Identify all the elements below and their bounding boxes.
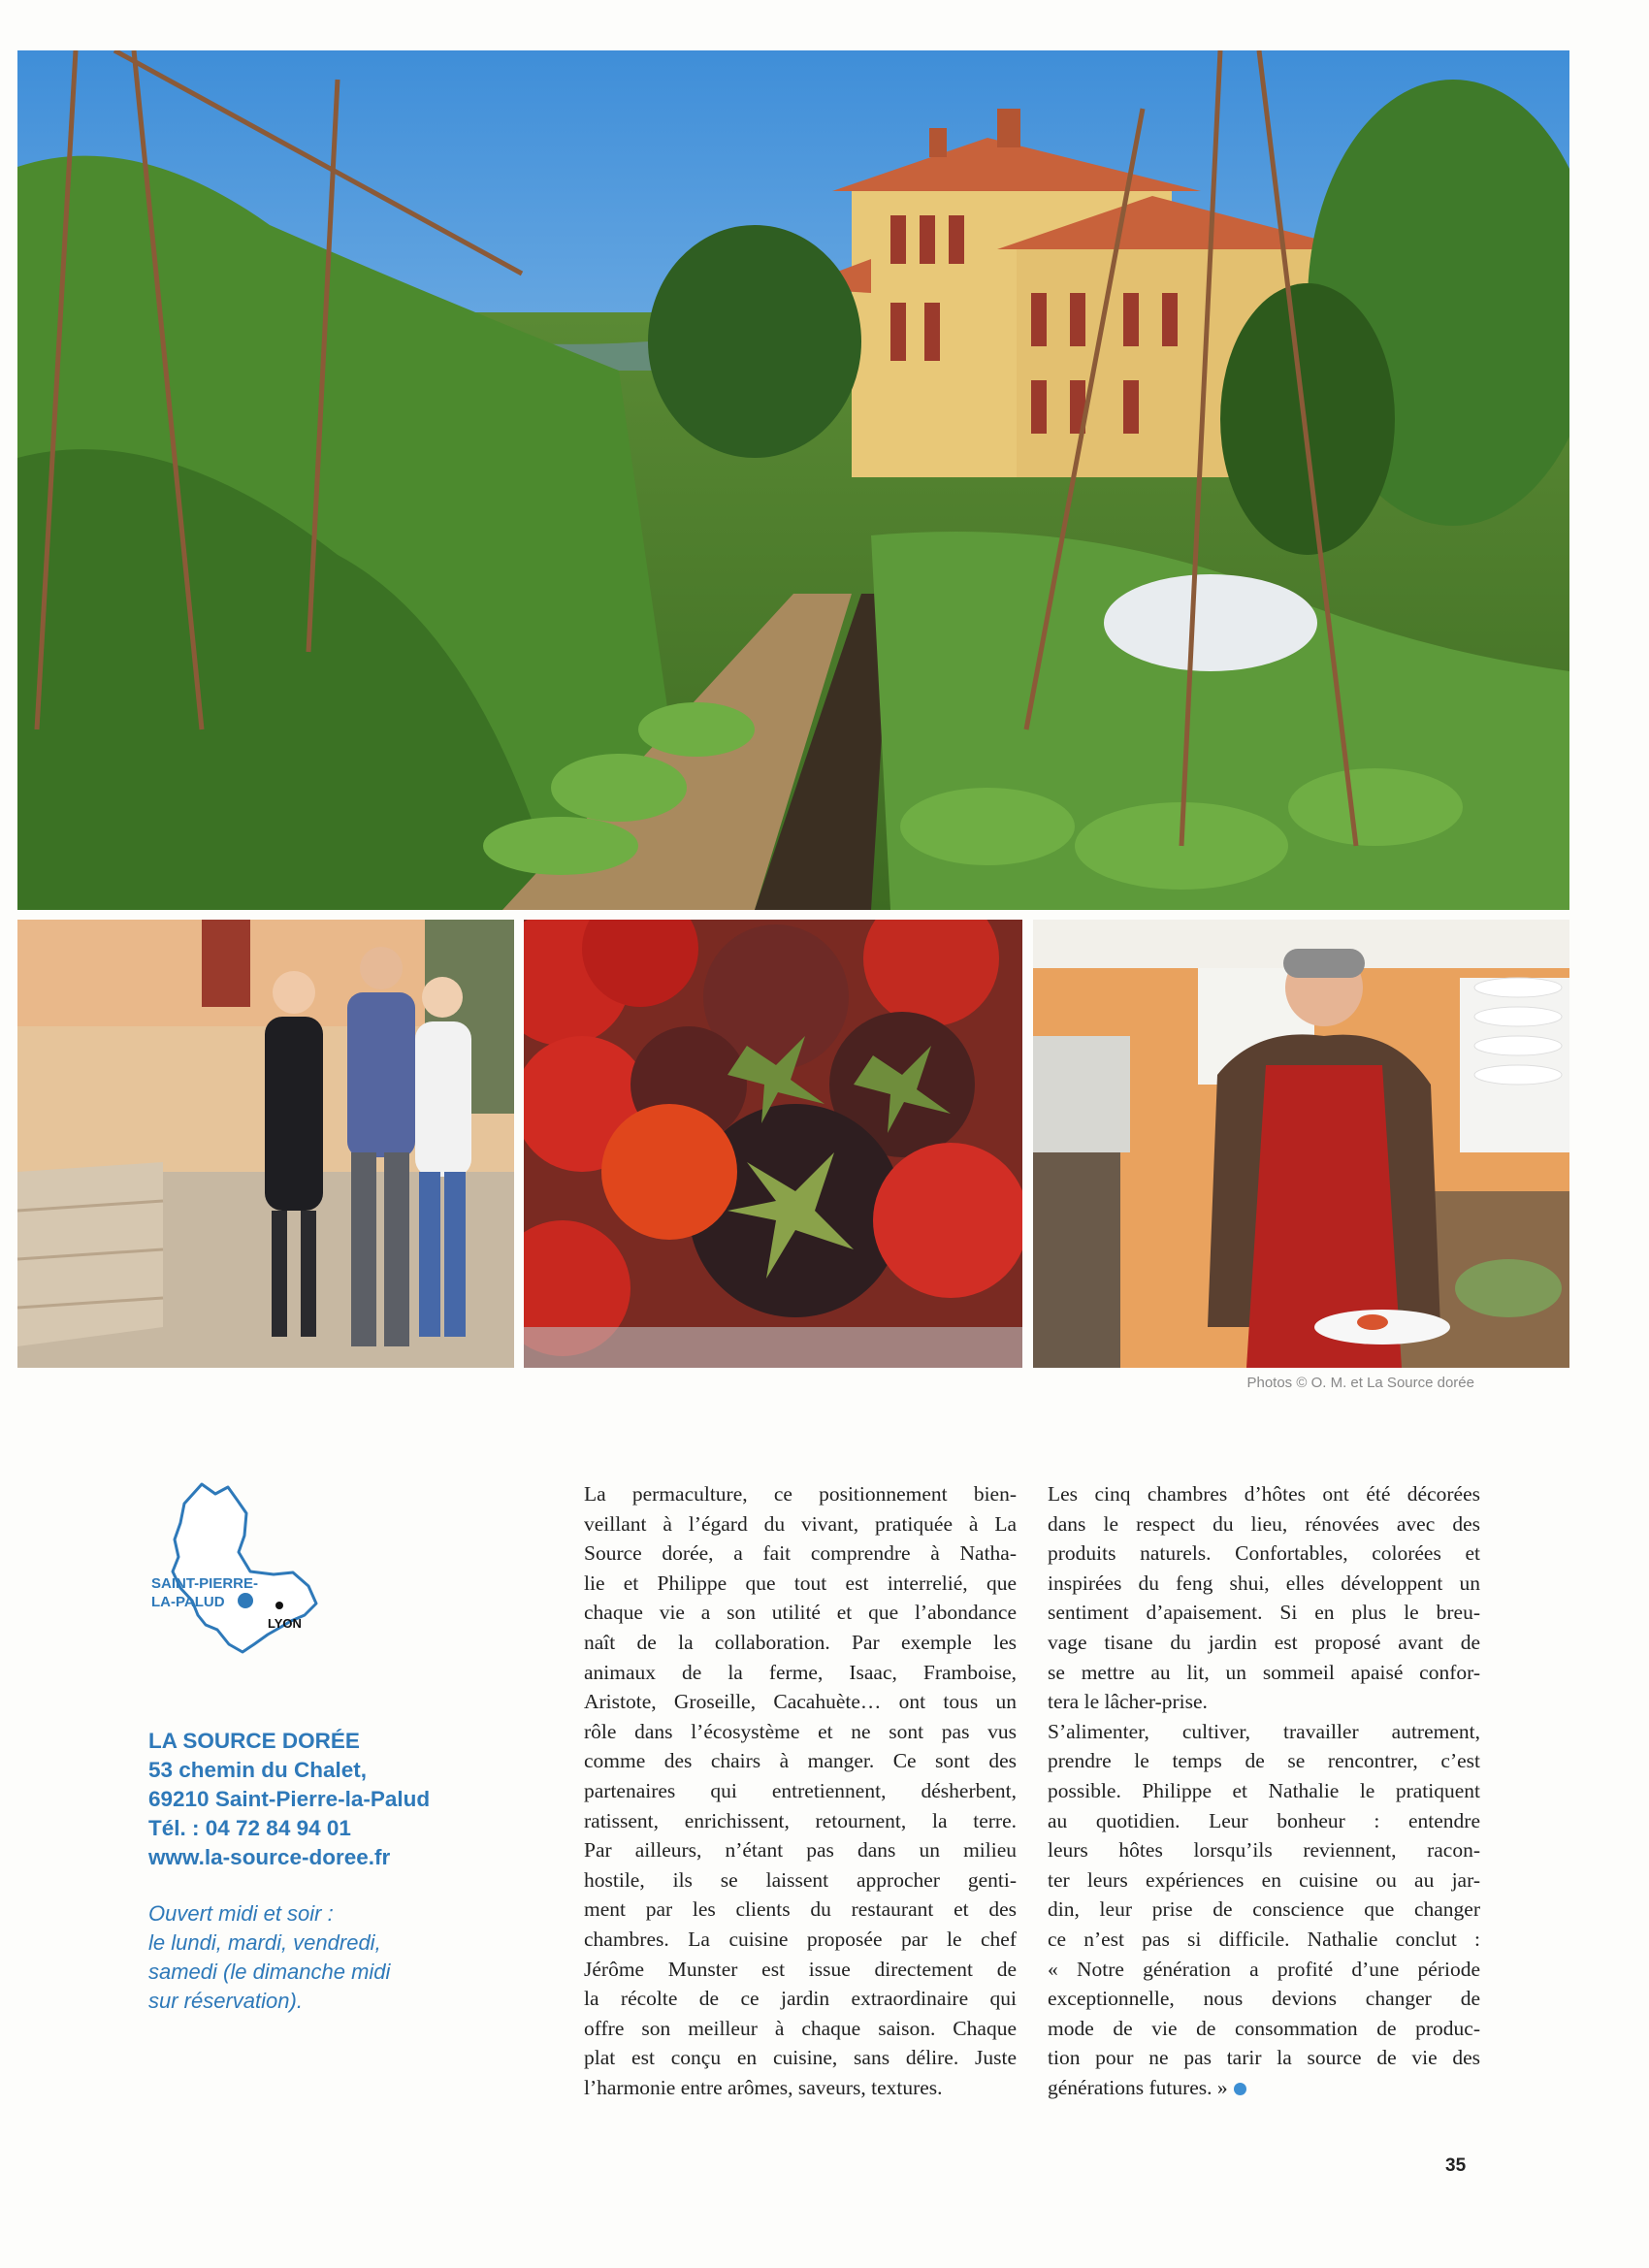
- photo-credit: Photos © O. M. et La Source dorée: [1246, 1375, 1474, 1391]
- text-line: lie et Philippe que tout est interrelié, que: [584, 1571, 1017, 1595]
- text-line: exceptionnelle, nous devions changer de: [1048, 1987, 1480, 2011]
- text-line-final: [1048, 2073, 1480, 2103]
- place-label-2: LA-PALUD: [151, 1594, 225, 1610]
- text-line: ce n’est pas si difficile. Nathalie conclut :: [1048, 1927, 1480, 1951]
- hours-line: samedi (le dimanche midi: [148, 1960, 391, 1984]
- text-line: plat est conçu en cuisine, sans délire. Juste: [584, 2046, 1017, 2070]
- hero-garden-photo: [17, 50, 1569, 910]
- end-mark-icon: [1234, 2083, 1246, 2095]
- final-text: générations futures. »: [1048, 2075, 1228, 2099]
- hours-line: Ouvert midi et soir :: [148, 1901, 334, 1926]
- text-line: la récolte de ce jardin extraordinaire qui: [584, 1987, 1017, 2011]
- text-line: prendre le temps de se rencontrer, c’est: [1048, 1749, 1480, 1773]
- text-line: S’alimenter, cultiver, travailler autrement,: [1048, 1719, 1480, 1743]
- text-line: rôle dans l’écosystème et ne sont pas vus: [584, 1719, 1017, 1743]
- text-line: Jérôme Munster est issue directement de: [584, 1957, 1017, 1981]
- venue-name: LA SOURCE DORÉE: [148, 1729, 360, 1753]
- hours-line: sur réservation).: [148, 1989, 303, 2013]
- address-street: 53 chemin du Chalet,: [148, 1758, 368, 1782]
- article-column-2: [1048, 1479, 1480, 2102]
- city-label: LYON: [268, 1616, 302, 1631]
- text-line: mode de vie de consommation de produc-: [1048, 2016, 1480, 2040]
- text-line: chambres. La cuisine proposée par le chef: [584, 1927, 1017, 1951]
- text-line: tion pour ne pas tarir la source de vie des: [1048, 2046, 1480, 2070]
- text-line: se mettre au lit, un sommeil apaisé confor-: [1048, 1660, 1480, 1684]
- tomatoes-photo: [524, 920, 1022, 1368]
- hours-line: le lundi, mardi, vendredi,: [148, 1930, 381, 1955]
- text-line: leurs hôtes lorsqu’ils reviennent, racon-: [1048, 1838, 1480, 1863]
- text-line: tera le lâcher-prise.: [1048, 1690, 1208, 1714]
- page-number: 35: [1445, 2155, 1467, 2176]
- text-line: ment par les clients du restaurant et des: [584, 1897, 1017, 1922]
- text-line: comme des chairs à manger. Ce sont des: [584, 1749, 1017, 1773]
- text-line: vage tisane du jardin est proposé avant de: [1048, 1630, 1480, 1654]
- phone-number: Tél. : 04 72 84 94 01: [148, 1816, 351, 1840]
- text-line: hostile, ils se laissent approcher genti-: [584, 1867, 1017, 1892]
- city-marker: [275, 1602, 283, 1609]
- text-line: ter leurs expériences en cuisine ou au jar-: [1048, 1867, 1480, 1892]
- text-line: veillant à l’égard du vivant, pratiquée à La: [584, 1511, 1017, 1536]
- text-line: Aristote, Groseille, Cacahuète… ont tous un: [584, 1690, 1017, 1714]
- chef-photo: [1033, 920, 1569, 1368]
- text-line: chaque vie a son utilité et que l’abondance: [584, 1601, 1017, 1625]
- text-line: l’harmonie entre arômes, saveurs, textures.: [584, 2075, 943, 2099]
- text-line: au quotidien. Leur bonheur : entendre: [1048, 1808, 1480, 1832]
- place-marker: [238, 1593, 253, 1608]
- text-line: Par ailleurs, n’étant pas dans un milieu: [584, 1838, 1017, 1863]
- text-line: dans le respect du lieu, rénovées avec des: [1048, 1511, 1480, 1536]
- place-label-1: SAINT-PIERRE-: [151, 1575, 259, 1592]
- text-line: animaux de la ferme, Isaac, Framboise,: [584, 1660, 1017, 1684]
- text-line: naît de la collaboration. Par exemple les: [584, 1630, 1017, 1654]
- text-line: ratissent, enrichissent, retournent, la terre.: [584, 1808, 1017, 1832]
- text-line: « Notre génération a profité d’une période: [1048, 1957, 1480, 1981]
- text-line: partenaires qui entretiennent, désherbent,: [584, 1778, 1017, 1802]
- text-line: Les cinq chambres d’hôtes ont été décorées: [1048, 1482, 1480, 1506]
- website-link[interactable]: www.la-source-doree.fr: [148, 1845, 391, 1869]
- text-line: possible. Philippe et Nathalie le pratiquent: [1048, 1778, 1480, 1802]
- text-line: offre son meilleur à chaque saison. Chaque: [584, 2016, 1017, 2040]
- opening-hours: [148, 1899, 469, 2016]
- text-line: sentiment d’apaisement. Si en plus le breu-: [1048, 1601, 1480, 1625]
- text-line: inspirées du feng shui, elles développent un: [1048, 1571, 1480, 1595]
- text-line: produits naturels. Confortables, colorées et: [1048, 1541, 1480, 1566]
- location-map: [146, 1479, 349, 1688]
- text-line: din, leur prise de conscience que changer: [1048, 1897, 1480, 1922]
- owners-photo: [17, 920, 514, 1368]
- text-line: La permaculture, ce positionnement bien-: [584, 1482, 1017, 1506]
- text-line: Source dorée, a fait comprendre à Natha-: [584, 1541, 1017, 1566]
- address-city: 69210 Saint-Pierre-la-Palud: [148, 1787, 431, 1811]
- article-column-1: [584, 1479, 1017, 2102]
- contact-info: [148, 1727, 469, 1872]
